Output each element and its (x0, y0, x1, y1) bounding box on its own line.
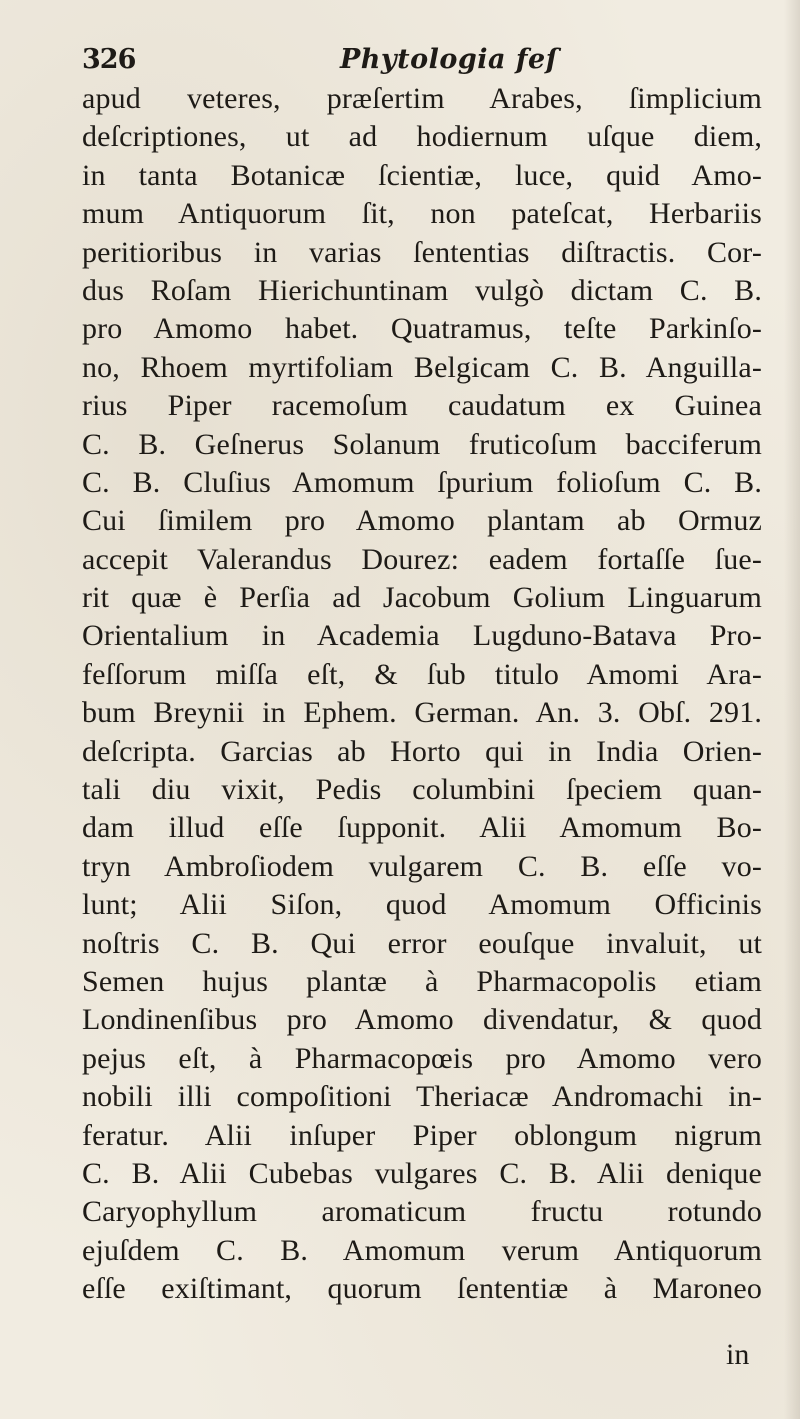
text-line: dam illud eſſe ſupponit. Alii Amomum Bo- (82, 811, 762, 845)
text-line: pejus eſt, à Pharmacopœis pro Amomo vero (82, 1041, 762, 1075)
catchword: in (726, 1338, 750, 1371)
text-line: in tanta Botanicæ ſcientiæ, luce, quid Amo- (82, 158, 762, 192)
text-line: feſſorum miſſa eſt, & ſub titulo Amomi Ara- (82, 657, 762, 691)
text-line: C. B. Geſnerus Solanum fruticoſum bacciferum (82, 427, 762, 461)
text-line: Caryophyllum aromaticum fructu rotundo (82, 1195, 762, 1229)
text-line: peritioribus in varias ſententias diſtractis. Cor- (82, 235, 762, 269)
text-line: C. B. Cluſius Amomum ſpurium folioſum C. B. (82, 465, 762, 499)
text-line: C. B. Alii Cubebas vulgares C. B. Alii denique (82, 1156, 762, 1190)
text-line: rius Piper racemoſum caudatum ex Guinea (82, 389, 762, 423)
text-line: noſtris C. B. Qui error eouſque invaluit, ut (82, 926, 762, 960)
body-text (82, 80, 762, 1309)
text-line: deſcripta. Garcias ab Horto qui in India Orien- (82, 734, 762, 768)
text-line: apud veteres, præſertim Arabes, ſimplicium (82, 82, 762, 115)
text-line: Cui ſimilem pro Amomo plantam ab Ormuz (82, 504, 762, 538)
text-line: rit quæ è Perſia ad Jacobum Golium Linguarum (82, 581, 762, 615)
text-line: accepit Valerandus Dourez: eadem fortaſſe ſue- (82, 542, 762, 576)
text-line: Orientalium in Academia Lugduno-Batava Pro- (82, 619, 762, 653)
text-line: no, Rhoem myrtifoliam Belgicam C. B. Anguilla- (82, 350, 762, 384)
text-line: tryn Ambroſiodem vulgarem C. B. eſſe vo- (82, 849, 762, 883)
text-line: dus Roſam Hierichuntinam vulgò dictam C. B. (82, 273, 762, 307)
text-line: mum Antiquorum ſit, non pateſcat, Herbariis (82, 197, 762, 231)
text-line: eſſe exiſtimant, quorum ſententiæ à Maroneo (82, 1272, 762, 1306)
running-head: Phytologia feſ (340, 44, 558, 75)
text-line: tali diu vixit, Pedis columbini ſpeciem quan- (82, 773, 762, 807)
page-edge-shadow (784, 0, 800, 1419)
text-line: ejuſdem C. B. Amomum verum Antiquorum (82, 1233, 762, 1267)
page-header (0, 44, 800, 84)
text-line: feratur. Alii inſuper Piper oblongum nigrum (82, 1118, 762, 1152)
text-line: Semen hujus plantæ à Pharmacopolis etiam (82, 964, 762, 998)
text-line: pro Amomo habet. Quatramus, teſte Parkinſo- (82, 312, 762, 346)
text-line: lunt; Alii Siſon, quod Amomum Officinis (82, 888, 762, 922)
text-line: deſcriptiones, ut ad hodiernum uſque diem, (82, 120, 762, 154)
text-line: bum Breynii in Ephem. German. An. 3. Obſ. 291. (82, 696, 762, 730)
page-number: 326 (82, 44, 136, 75)
text-line: nobili illi compoſitioni Theriacæ Andromachi in- (82, 1080, 762, 1114)
text-line: Londinenſibus pro Amomo divendatur, & quod (82, 1003, 762, 1037)
